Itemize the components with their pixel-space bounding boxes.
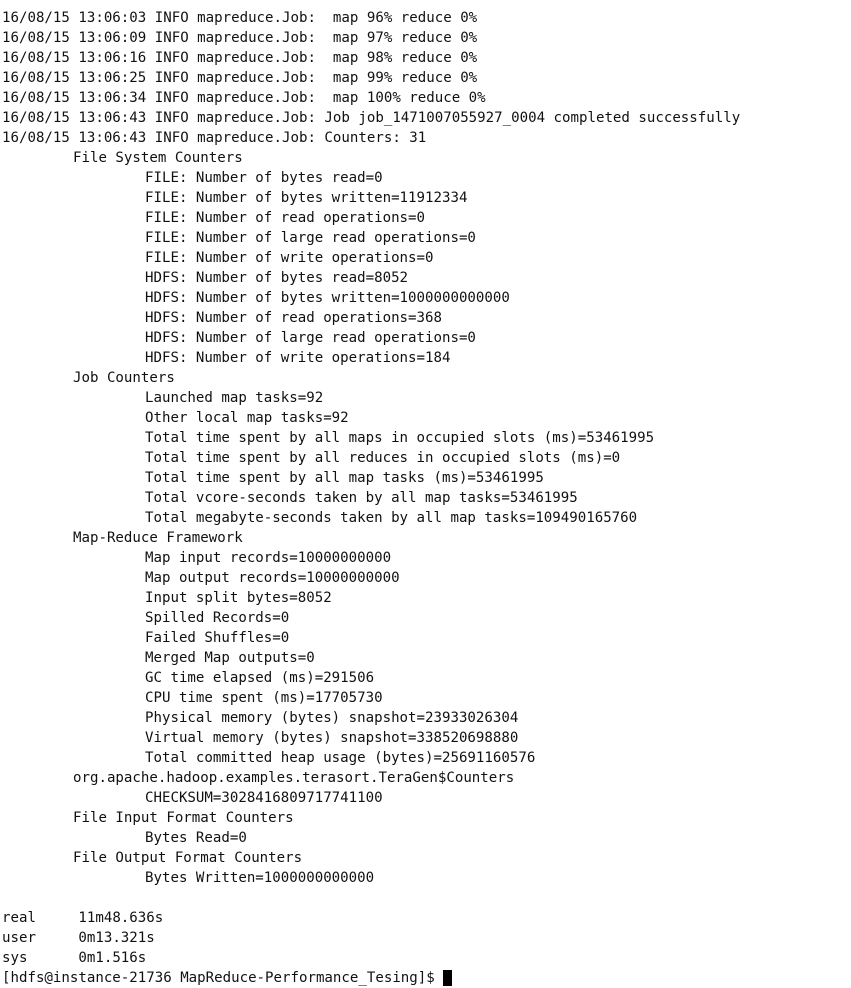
- counter-line: Map output records=10000000000: [145, 570, 400, 586]
- counter-line: Total time spent by all maps in occupied slots (ms)=53461995: [145, 430, 655, 446]
- counter-group-title: File Input Format Counters: [73, 810, 294, 826]
- log-line: 16/08/15 13:06:03 INFO mapreduce.Job: map 96% reduce 0%: [2, 10, 478, 26]
- log-line: 16/08/15 13:06:43 INFO mapreduce.Job: Job job_1471007055927_0004 completed successfully: [2, 110, 741, 126]
- counter-line: HDFS: Number of read operations=368: [145, 310, 442, 326]
- counter-line: HDFS: Number of write operations=184: [145, 350, 451, 366]
- counter-line: Total time spent by all map tasks (ms)=53461995: [145, 470, 544, 486]
- counter-line: Total time spent by all reduces in occupied slots (ms)=0: [145, 450, 621, 466]
- counter-line: Failed Shuffles=0: [145, 630, 290, 646]
- counter-line: Other local map tasks=92: [145, 410, 349, 426]
- timing-line: real 11m48.636s: [2, 910, 164, 926]
- counter-line: Physical memory (bytes) snapshot=23933026304: [145, 710, 519, 726]
- log-line: 16/08/15 13:06:16 INFO mapreduce.Job: map 98% reduce 0%: [2, 50, 478, 66]
- job-counters: [2, 148, 851, 888]
- log-line: 16/08/15 13:06:09 INFO mapreduce.Job: map 97% reduce 0%: [2, 30, 478, 46]
- counter-line: Bytes Written=1000000000000: [145, 870, 375, 886]
- counter-line: FILE: Number of read operations=0: [145, 210, 426, 226]
- counter-line: Total megabyte-seconds taken by all map tasks=109490165760: [145, 510, 638, 526]
- counter-line: Total vcore-seconds taken by all map tasks=53461995: [145, 490, 578, 506]
- counter-line: Bytes Read=0: [145, 830, 247, 846]
- counter-line: Input split bytes=8052: [145, 590, 332, 606]
- counter-line: FILE: Number of large read operations=0: [145, 230, 476, 246]
- counter-line: CHECKSUM=3028416809717741100: [145, 790, 383, 806]
- counter-group-title: Job Counters: [73, 370, 175, 386]
- timing-line: user 0m13.321s: [2, 930, 155, 946]
- counter-group-title: File System Counters: [73, 150, 243, 166]
- counter-line: HDFS: Number of bytes read=8052: [145, 270, 409, 286]
- log-line: 16/08/15 13:06:43 INFO mapreduce.Job: Counters: 31: [2, 130, 427, 146]
- timing-output: [2, 908, 851, 968]
- counter-line: Spilled Records=0: [145, 610, 290, 626]
- counter-line: GC time elapsed (ms)=291506: [145, 670, 375, 686]
- terminal-output: [2, 8, 851, 988]
- shell-prompt-line[interactable]: [2, 968, 851, 988]
- counter-line: FILE: Number of bytes read=0: [145, 170, 383, 186]
- counter-line: HDFS: Number of large read operations=0: [145, 330, 476, 346]
- counter-group-title: Map-Reduce Framework: [73, 530, 243, 546]
- counter-line: Map input records=10000000000: [145, 550, 392, 566]
- counter-line: HDFS: Number of bytes written=1000000000000: [145, 290, 510, 306]
- counter-line: FILE: Number of write operations=0: [145, 250, 434, 266]
- blank-line: [2, 888, 851, 908]
- counter-line: Merged Map outputs=0: [145, 650, 315, 666]
- counter-group-title: org.apache.hadoop.examples.terasort.TeraGen$Counters: [73, 770, 515, 786]
- counter-line: Launched map tasks=92: [145, 390, 324, 406]
- counter-line: Total committed heap usage (bytes)=25691160576: [145, 750, 536, 766]
- text-cursor: [443, 970, 452, 986]
- log-line: 16/08/15 13:06:25 INFO mapreduce.Job: map 99% reduce 0%: [2, 70, 478, 86]
- counter-line: FILE: Number of bytes written=11912334: [145, 190, 468, 206]
- shell-prompt: [hdfs@instance-21736 MapReduce-Performance_Tesing]$: [2, 970, 435, 986]
- counter-group-title: File Output Format Counters: [73, 850, 303, 866]
- counter-line: Virtual memory (bytes) snapshot=338520698880: [145, 730, 519, 746]
- timing-line: sys 0m1.516s: [2, 950, 147, 966]
- counter-line: CPU time spent (ms)=17705730: [145, 690, 383, 706]
- log-line: 16/08/15 13:06:34 INFO mapreduce.Job: map 100% reduce 0%: [2, 90, 486, 106]
- job-log: [2, 8, 851, 148]
